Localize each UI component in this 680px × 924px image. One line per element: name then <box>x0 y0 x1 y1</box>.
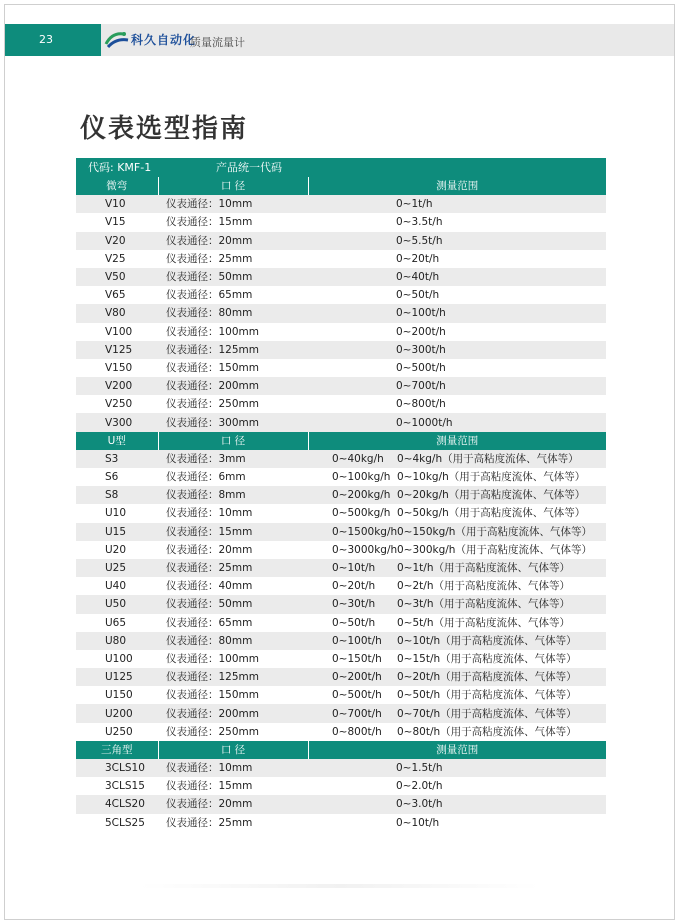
model-cell: U65 <box>105 616 127 629</box>
range-secondary: 0~50kg/h（用于高粘度流体、气体等） <box>397 507 586 520</box>
model-cell: V65 <box>105 289 126 302</box>
range-cell <box>308 486 606 504</box>
range-cell <box>308 650 606 668</box>
range-cell: 0~3.5t/h <box>396 216 443 229</box>
spec-table <box>76 177 606 832</box>
diameter-cell: 仪表通径：50mm <box>158 268 308 286</box>
table-row <box>76 232 606 250</box>
table-row <box>76 468 606 486</box>
range-cell: 0~20t/h <box>396 252 440 265</box>
range-cell <box>308 614 606 632</box>
section-header-cell: 微弯 <box>76 177 158 195</box>
range-primary: 0~700t/h <box>332 707 382 720</box>
diameter-cell: 仪表通径：100mm <box>166 652 259 665</box>
model-cell: U50 <box>76 595 158 613</box>
section-header-cell: 三角型 <box>76 741 158 759</box>
range-cell: 0~40t/h <box>308 268 606 286</box>
model-cell: U20 <box>105 543 127 556</box>
product-code-desc: 产品统一代码 <box>216 161 282 174</box>
range-cell: 0~10t/h <box>396 816 440 829</box>
diameter-cell: 仪表通径：125mm <box>158 668 308 686</box>
diameter-cell: 仪表通径：15mm <box>166 216 253 229</box>
range-cell: 0~1t/h <box>308 195 606 213</box>
range-secondary: 0~70t/h（用于高粘度流体、气体等） <box>397 707 577 720</box>
model-cell: 3CLS15 <box>105 780 145 793</box>
table-row <box>76 250 606 268</box>
range-secondary: 0~80t/h（用于高粘度流体、气体等） <box>397 725 577 738</box>
model-cell: V20 <box>76 232 158 250</box>
model-cell: U25 <box>76 559 158 577</box>
table-row <box>76 595 606 613</box>
table-row <box>76 504 606 522</box>
diameter-cell: 仪表通径：20mm <box>158 795 308 813</box>
range-secondary: 0~300kg/h（用于高粘度流体、气体等） <box>397 543 592 556</box>
table-row <box>76 341 606 359</box>
range-cell <box>308 686 606 704</box>
range-primary: 0~500kg/h <box>332 507 391 520</box>
table-row <box>76 559 606 577</box>
section-header-cell: U型 <box>76 432 158 450</box>
range-cell <box>308 504 606 522</box>
range-cell <box>308 668 606 686</box>
model-cell: V25 <box>105 252 126 265</box>
diameter-cell: 仪表通径：250mm <box>166 725 259 738</box>
range-cell <box>308 450 606 468</box>
section-header-cell: 测量范围 <box>308 177 606 195</box>
model-cell: V300 <box>76 413 158 431</box>
diameter-cell: 仪表通径：125mm <box>158 341 308 359</box>
diameter-cell: 仪表通径：200mm <box>158 377 308 395</box>
range-secondary: 0~2t/h（用于高粘度流体、气体等） <box>397 580 570 593</box>
range-cell: 0~200t/h <box>396 325 446 338</box>
model-cell: V250 <box>105 398 133 411</box>
range-secondary: 0~20kg/h（用于高粘度流体、气体等） <box>397 489 586 502</box>
brand-name: 科久自动化 <box>131 33 197 47</box>
range-primary: 0~40kg/h <box>332 452 384 465</box>
diameter-cell: 仪表通径：65mm <box>166 616 253 629</box>
table-row <box>76 213 606 231</box>
range-cell <box>308 723 606 741</box>
diameter-cell: 仪表通径：15mm <box>166 780 253 793</box>
range-cell: 0~300t/h <box>308 341 606 359</box>
range-secondary: 0~50t/h（用于高粘度流体、气体等） <box>397 689 577 702</box>
range-primary: 0~3000kg/h <box>332 543 398 556</box>
model-cell: V200 <box>76 377 158 395</box>
diameter-cell: 仪表通径：20mm <box>158 232 308 250</box>
table-row <box>76 723 606 741</box>
range-cell: 0~3.0t/h <box>308 795 606 813</box>
range-cell: 0~50t/h <box>396 289 440 302</box>
model-cell: U250 <box>105 725 133 738</box>
model-cell: U80 <box>76 632 158 650</box>
diameter-cell: 仪表通径：15mm <box>158 523 308 541</box>
table-row <box>76 650 606 668</box>
table-row <box>76 304 606 322</box>
range-cell: 0~5.5t/h <box>308 232 606 250</box>
model-cell: V80 <box>76 304 158 322</box>
table-row <box>76 450 606 468</box>
diameter-cell: 仪表通径：25mm <box>166 252 253 265</box>
diameter-cell: 仪表通径：10mm <box>166 507 253 520</box>
range-secondary: 0~20t/h（用于高粘度流体、气体等） <box>397 671 577 684</box>
table-row <box>76 286 606 304</box>
table-row <box>76 614 606 632</box>
product-name: 质量流量计 <box>190 36 245 49</box>
model-cell: V10 <box>76 195 158 213</box>
table-row <box>76 413 606 431</box>
diameter-cell: 仪表通径：300mm <box>158 413 308 431</box>
model-cell: 3CLS10 <box>76 759 158 777</box>
diameter-cell: 仪表通径：250mm <box>166 398 259 411</box>
range-cell <box>308 541 606 559</box>
model-cell: V125 <box>76 341 158 359</box>
model-cell: 4CLS20 <box>76 795 158 813</box>
range-primary: 0~800t/h <box>332 725 382 738</box>
range-cell <box>308 577 606 595</box>
range-primary: 0~200kg/h <box>332 489 391 502</box>
range-primary: 0~100t/h <box>332 634 382 647</box>
range-primary: 0~500t/h <box>332 689 382 702</box>
model-cell: U100 <box>105 652 133 665</box>
footer-fade <box>140 884 540 888</box>
diameter-cell: 仪表通径：3mm <box>158 450 308 468</box>
diameter-cell: 仪表通径：80mm <box>158 304 308 322</box>
table-row <box>76 195 606 213</box>
section-header-micro <box>76 177 606 195</box>
table-row <box>76 541 606 559</box>
model-cell: 5CLS25 <box>105 816 145 829</box>
table-row <box>76 323 606 341</box>
range-cell <box>308 468 606 486</box>
product-code: 代码: KMF-1 <box>88 161 152 174</box>
model-cell: V50 <box>76 268 158 286</box>
section-header-cell: 口 径 <box>158 741 308 759</box>
table-row <box>76 395 606 413</box>
table-row <box>76 359 606 377</box>
range-cell: 0~800t/h <box>396 398 446 411</box>
diameter-cell: 仪表通径：40mm <box>166 580 253 593</box>
diameter-cell: 仪表通径：8mm <box>158 486 308 504</box>
range-primary: 0~1500kg/h <box>332 525 398 538</box>
section-header-tri <box>76 741 606 759</box>
range-secondary: 0~15t/h（用于高粘度流体、气体等） <box>397 652 577 665</box>
model-cell: V150 <box>105 361 133 374</box>
model-cell: S3 <box>76 450 158 468</box>
range-cell: 0~700t/h <box>308 377 606 395</box>
range-primary: 0~50t/h <box>332 616 376 629</box>
table-row <box>76 777 606 795</box>
diameter-cell: 仪表通径：10mm <box>158 759 308 777</box>
diameter-cell: 仪表通径：50mm <box>158 595 308 613</box>
table-row <box>76 814 606 832</box>
range-primary: 0~20t/h <box>332 580 376 593</box>
range-primary: 0~200t/h <box>332 671 382 684</box>
range-secondary: 0~10t/h（用于高粘度流体、气体等） <box>397 634 577 647</box>
table-row <box>76 686 606 704</box>
model-cell: U125 <box>76 668 158 686</box>
table-row <box>76 523 606 541</box>
page-title: 仪表选型指南 <box>80 114 249 144</box>
section-header-u <box>76 432 606 450</box>
diameter-cell: 仪表通径：150mm <box>166 361 259 374</box>
section-header-cell: 口 径 <box>158 177 308 195</box>
diameter-cell: 仪表通径：25mm <box>158 559 308 577</box>
range-secondary: 0~4kg/h（用于高粘度流体、气体等） <box>397 452 579 465</box>
diameter-cell: 仪表通径：65mm <box>166 289 253 302</box>
diameter-cell: 仪表通径：25mm <box>166 816 253 829</box>
model-cell: V100 <box>105 325 133 338</box>
model-cell: U200 <box>76 704 158 722</box>
model-cell: S6 <box>105 471 119 484</box>
section-header-cell: 测量范围 <box>308 432 606 450</box>
range-cell <box>308 595 606 613</box>
range-cell <box>308 704 606 722</box>
table-row <box>76 759 606 777</box>
range-primary: 0~150t/h <box>332 652 382 665</box>
table-row <box>76 632 606 650</box>
model-cell: V15 <box>105 216 126 229</box>
range-primary: 0~30t/h <box>332 598 376 611</box>
model-cell: U40 <box>105 580 127 593</box>
diameter-cell: 仪表通径：100mm <box>166 325 259 338</box>
table-row <box>76 486 606 504</box>
range-secondary: 0~150kg/h（用于高粘度流体、气体等） <box>397 525 592 538</box>
range-primary: 0~100kg/h <box>332 471 391 484</box>
code-bar <box>76 158 606 177</box>
range-secondary: 0~10kg/h（用于高粘度流体、气体等） <box>397 471 586 484</box>
diameter-cell: 仪表通径：20mm <box>166 543 253 556</box>
table-row <box>76 268 606 286</box>
brand-logo-icon <box>104 30 130 50</box>
diameter-cell: 仪表通径：6mm <box>166 471 246 484</box>
diameter-cell: 仪表通径：80mm <box>158 632 308 650</box>
model-cell: U15 <box>76 523 158 541</box>
table-row <box>76 577 606 595</box>
table-row <box>76 704 606 722</box>
diameter-cell: 仪表通径：150mm <box>166 689 259 702</box>
table-row <box>76 377 606 395</box>
range-secondary: 0~1t/h（用于高粘度流体、气体等） <box>397 562 570 575</box>
diameter-cell: 仪表通径：10mm <box>158 195 308 213</box>
range-cell <box>308 559 606 577</box>
page-number: 23 <box>5 24 101 56</box>
range-cell: 0~500t/h <box>396 361 446 374</box>
section-header-cell: 口 径 <box>158 432 308 450</box>
range-cell <box>308 632 606 650</box>
table-row <box>76 795 606 813</box>
model-cell: U150 <box>105 689 133 702</box>
range-primary: 0~10t/h <box>332 562 376 575</box>
model-cell: U10 <box>105 507 127 520</box>
diameter-cell: 仪表通径：200mm <box>158 704 308 722</box>
model-cell: S8 <box>76 486 158 504</box>
range-cell: 0~1.5t/h <box>308 759 606 777</box>
range-secondary: 0~5t/h（用于高粘度流体、气体等） <box>397 616 570 629</box>
range-cell: 0~2.0t/h <box>396 780 443 793</box>
table-row <box>76 668 606 686</box>
range-secondary: 0~3t/h（用于高粘度流体、气体等） <box>397 598 570 611</box>
range-cell <box>308 523 606 541</box>
range-cell: 0~1000t/h <box>308 413 606 431</box>
range-cell: 0~100t/h <box>308 304 606 322</box>
section-header-cell: 测量范围 <box>308 741 606 759</box>
